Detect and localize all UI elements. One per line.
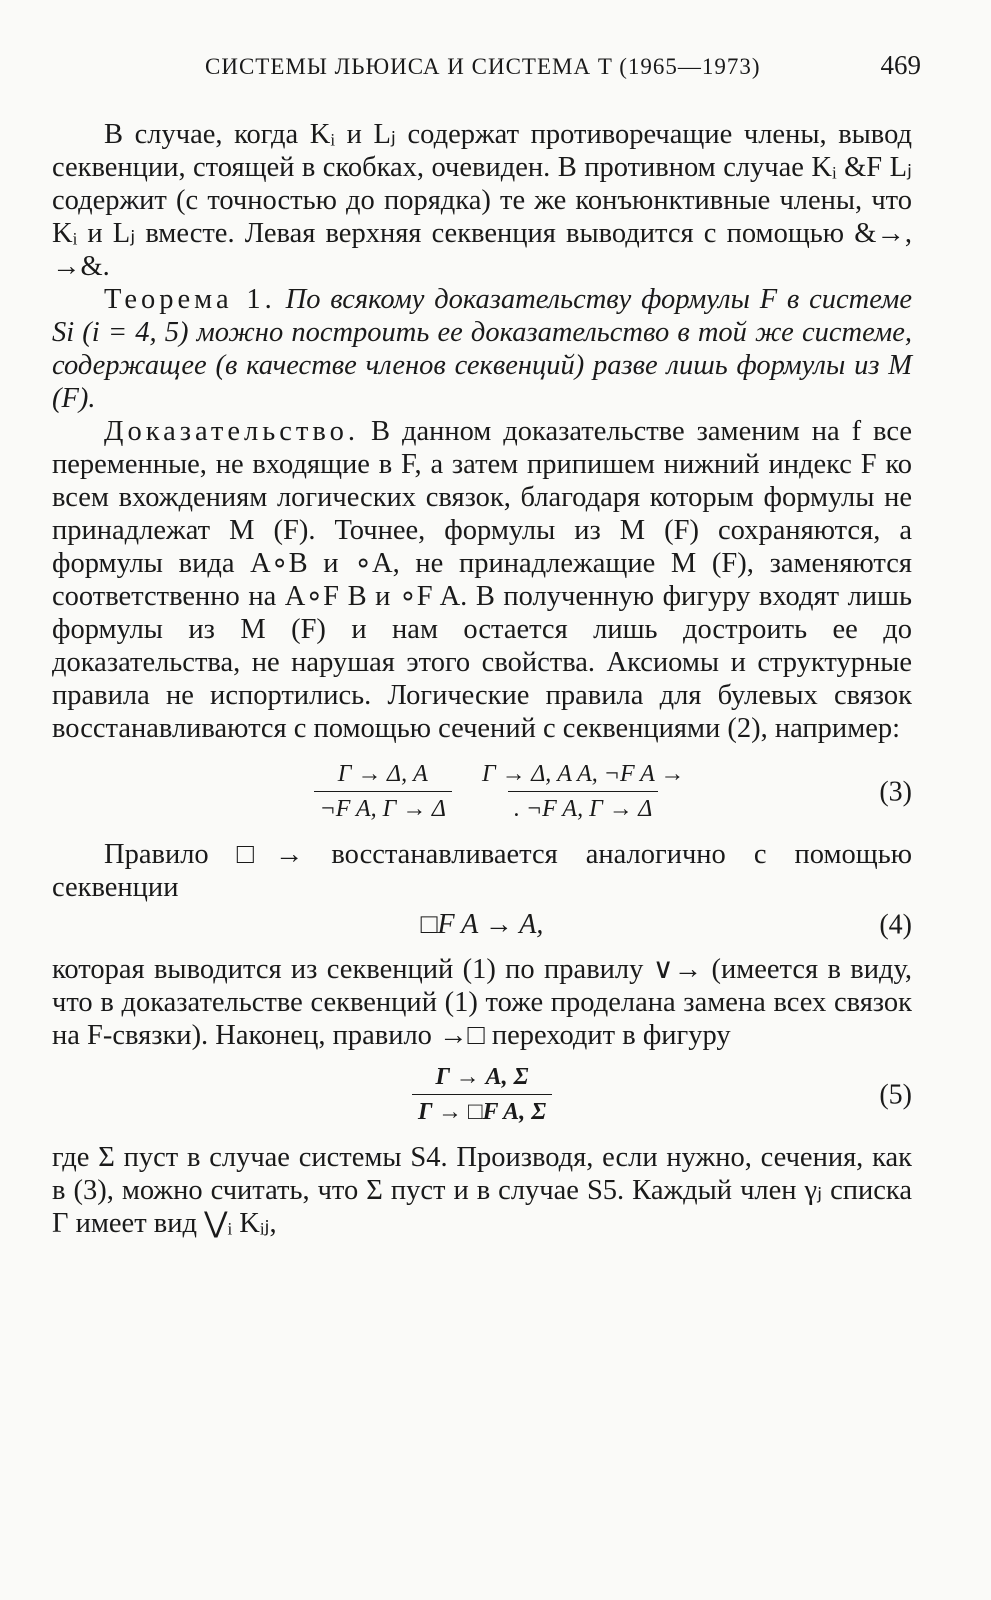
theorem-label: Теорема 1. bbox=[104, 284, 276, 315]
theorem-statement: По всякому доказательству формулы F в системе Si (i = 4, 5) можно построить ее доказательство в той же системе, содержащее (в качестве членов секвенций) разве лишь формулы из M (F). bbox=[52, 284, 913, 414]
formula-5-number: (5) bbox=[879, 1079, 912, 1110]
formula-3-left-premise: Γ → Δ, A bbox=[337, 761, 428, 787]
paragraph-box-rule: Правило □→ восстанавливается аналогично с помощью секвенции bbox=[52, 839, 912, 903]
formula-3-left-conclusion: ¬F A, Γ → Δ bbox=[314, 791, 452, 824]
formula-3-right-conclusion: . ¬F A, Γ → Δ bbox=[508, 791, 658, 824]
proof bbox=[52, 415, 912, 745]
formula-5-premise: Γ → A, Σ bbox=[435, 1064, 529, 1090]
formula-5-conclusion: Γ → □F A, Σ bbox=[412, 1094, 552, 1127]
paragraph-sigma: где Σ пуст в случае системы S4. Производя, если нужно, сечения, как в (3), можно считать, что Σ пуст и в случае S5. Каждый член γⱼ списка Γ имеет вид ⋁ᵢ Kᵢⱼ, bbox=[52, 1142, 912, 1239]
page-number: 469 bbox=[880, 50, 921, 80]
formula-4-text: □F A → A, bbox=[420, 909, 544, 940]
proof-label: Доказательство. bbox=[104, 416, 359, 447]
formula-3-right-fraction bbox=[476, 759, 690, 824]
formula-5-fraction bbox=[412, 1062, 552, 1127]
paragraph-case-analysis: В случае, когда Kᵢ и Lⱼ содержат противоречащие члены, вывод секвенции, стоящей в скобках, очевиден. В противном случае Kᵢ &F Lⱼ содержит (с точностью до порядка) те же конъюнктивные члены, что Kᵢ и Lⱼ вместе. Левая верхняя секвенция выводится с помощью &→, →&. bbox=[52, 119, 912, 282]
formula-4-number: (4) bbox=[879, 909, 912, 940]
paragraph-derivation: которая выводится из секвенций (1) по правилу ∨→ (имеется в виду, что в доказательстве секвенций (1) тоже проделана замена всех связок на F-связки). Наконец, правило →□ переходит в фигуру bbox=[52, 954, 912, 1051]
page-body bbox=[52, 118, 912, 1240]
formula-3-left-fraction bbox=[314, 759, 452, 824]
theorem-1 bbox=[52, 283, 912, 415]
running-head bbox=[205, 50, 921, 81]
formula-3-right-premise: Γ → Δ, A A, ¬F A → bbox=[481, 761, 685, 787]
formula-3-number: (3) bbox=[879, 776, 912, 807]
formula-5 bbox=[52, 1062, 912, 1127]
formula-4 bbox=[52, 908, 912, 941]
proof-text: В данном доказательстве заменим на f все переменные, не входящие в F, а затем припишем нижний индекс F ко всем вхождениям логических связок, благодаря которым формулы не принадлежат M (F). Точнее, формулы из M (F) сохраняются, а формулы вида A∘B и ∘A, не принадлежащие M (F), заменяются соответственно на A∘F B и ∘F A. В полученную фигуру входят лишь формулы из M (F) и нам остается лишь достроить ее до доказательства, не нарушая этого свойства. Аксиомы и структурные правила не испортились. Логические правила для булевых связок восстанавливаются с помощью сечений с секвенциями (2), например: bbox=[52, 416, 912, 744]
formula-3 bbox=[52, 759, 912, 824]
running-head-title: СИСТЕМЫ ЛЬЮИСА И СИСТЕМА T (1965—1973) bbox=[205, 54, 761, 79]
